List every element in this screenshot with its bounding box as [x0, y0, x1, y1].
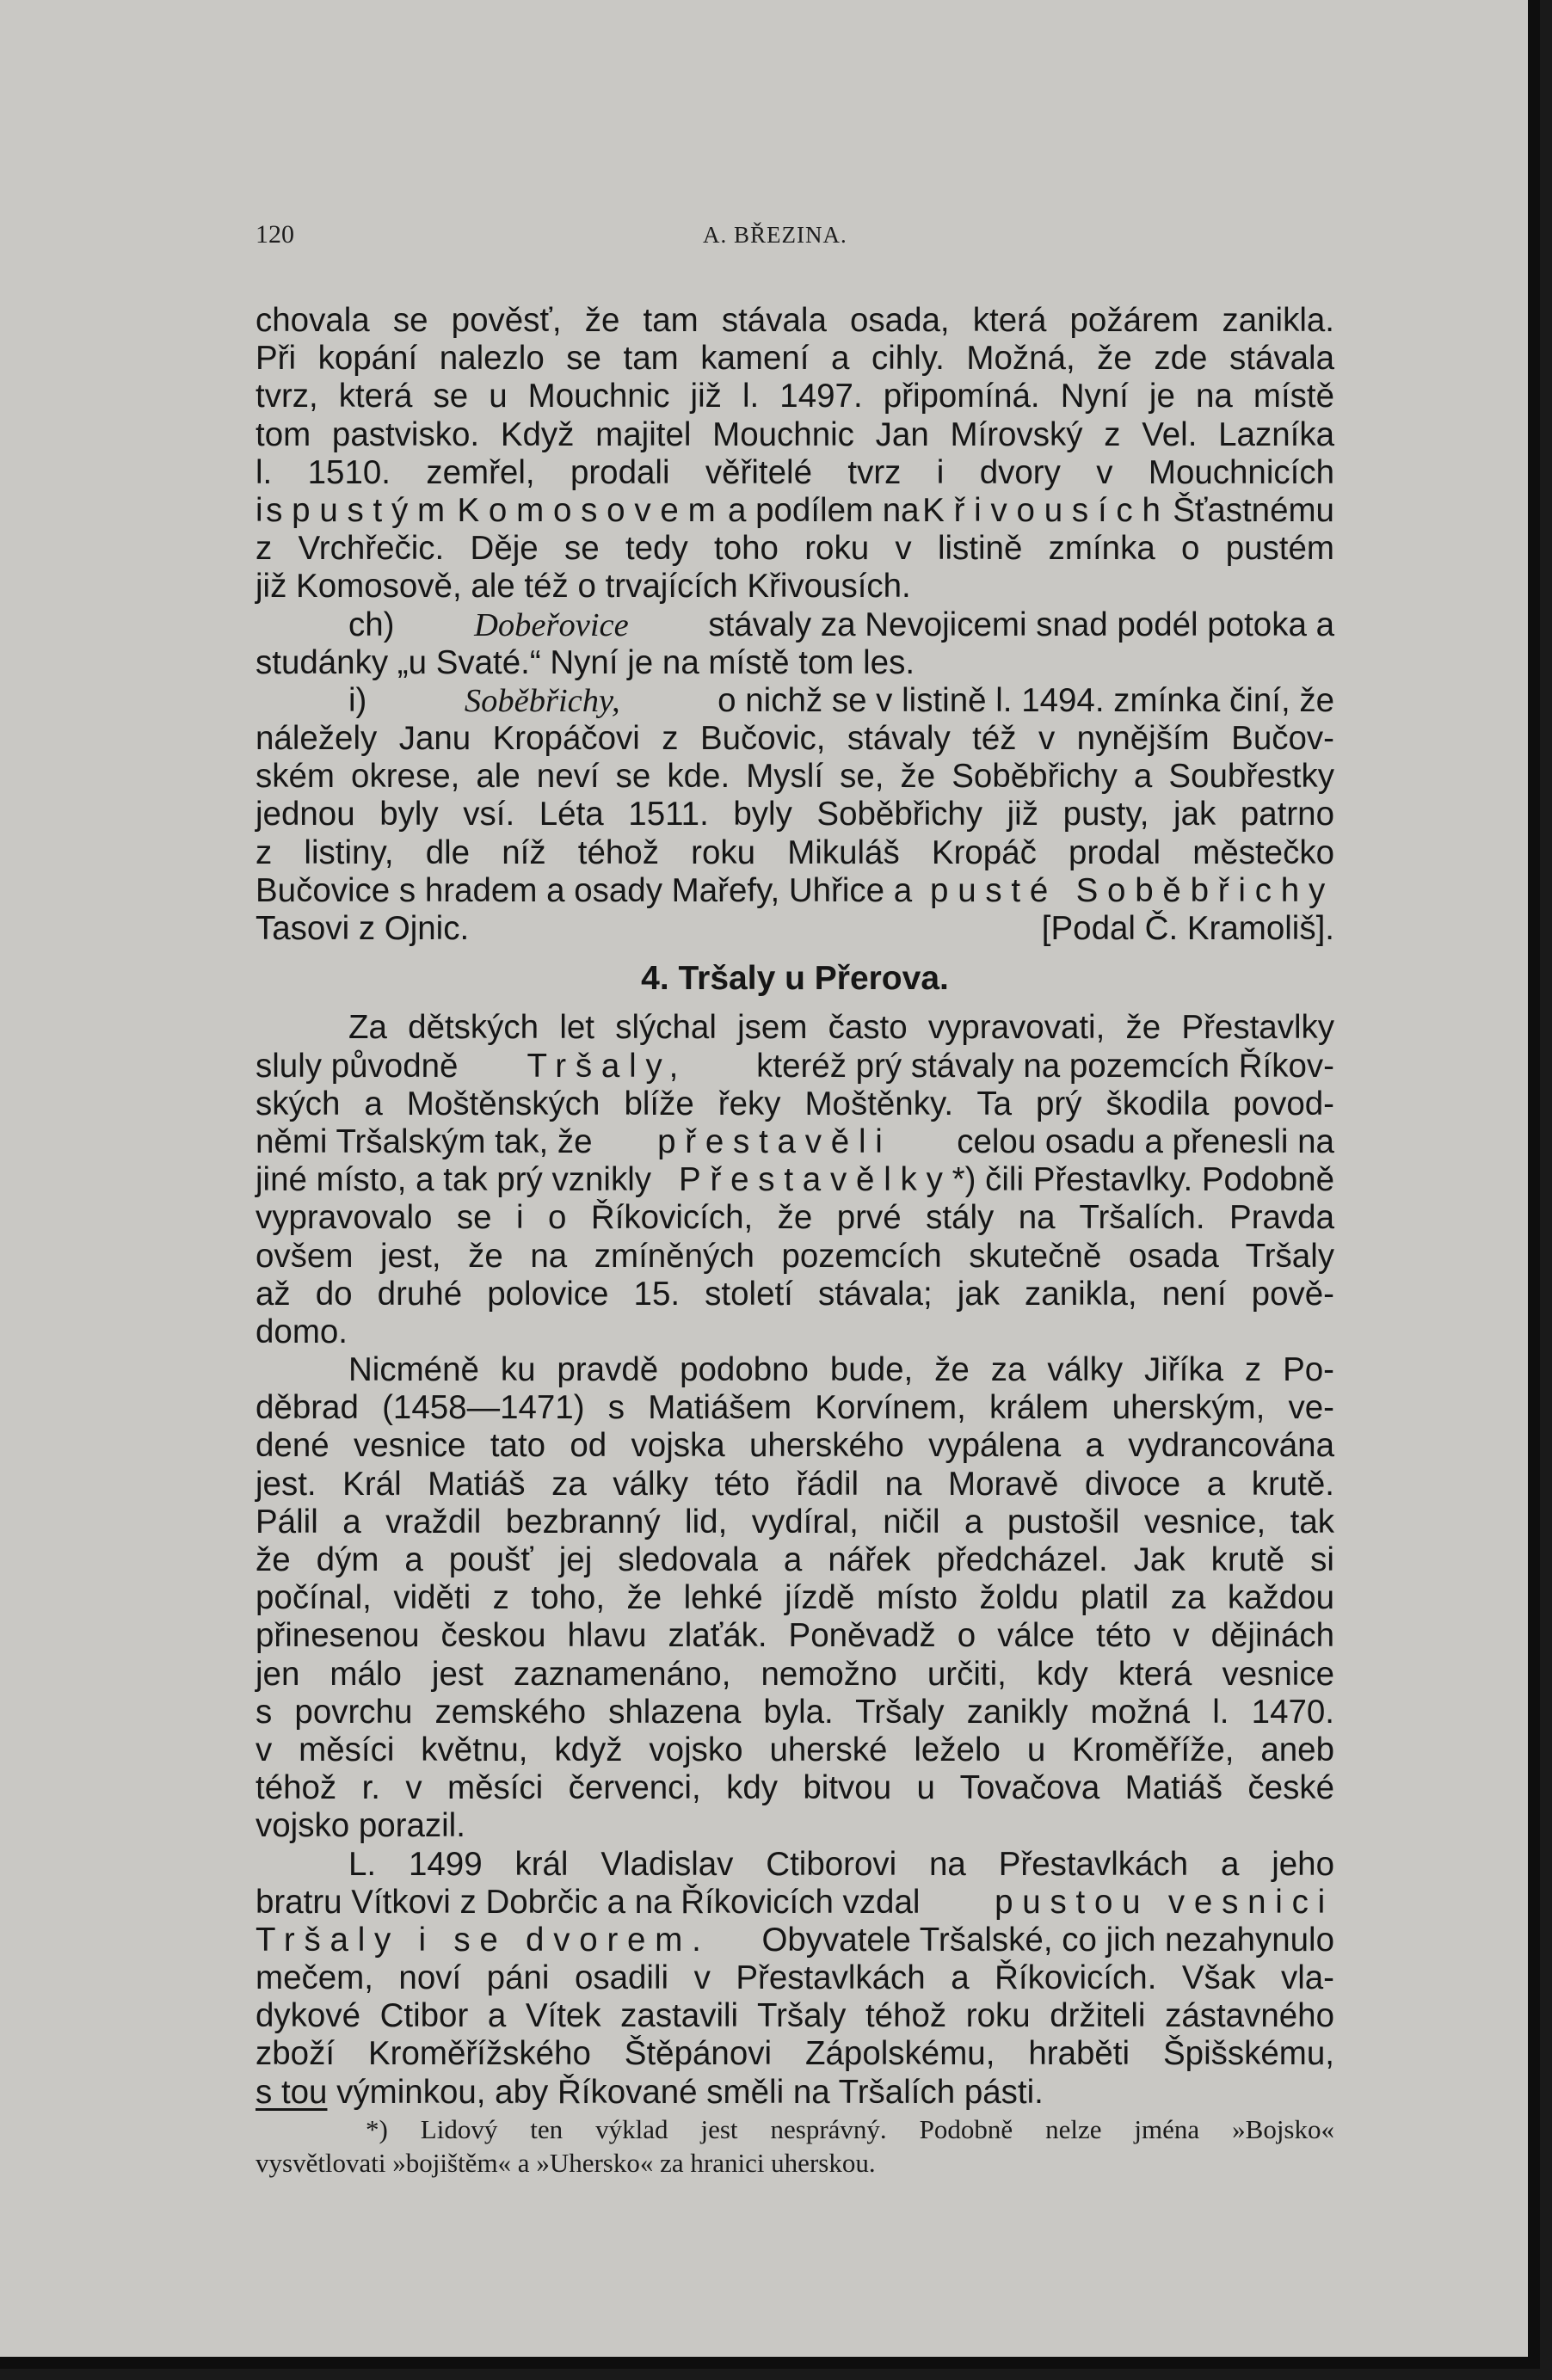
text-fragment: Tasovi z Ojnic. [256, 910, 470, 947]
text-fragment: i [256, 491, 263, 529]
text-line: L. 1499 král Vladislav Ctiborovi na Přestavlkách a jeho [348, 1845, 1334, 1883]
spaced-text: Přestavělky [679, 1161, 952, 1199]
text-line: jednou byly vsí. Léta 1511. byly Soběbřichy již pusty, jak patrno [256, 796, 1334, 833]
entry-label: ch) [348, 606, 395, 643]
text-line: přinesenou českou hlavu zlaťák. Poněvadž o válce této v dějinách [256, 1617, 1334, 1655]
text-line: jest. Král Matiáš za války této řádil na Moravě divoce a krutě. [256, 1465, 1334, 1503]
signoff-line [256, 910, 1334, 948]
text-line: že dým a poušť jej sledovala a nářek předcházel. Jak krutě si [256, 1541, 1334, 1578]
text-line [256, 1922, 1334, 1959]
text-line [256, 2074, 1334, 2112]
text-line [256, 492, 1334, 530]
text-fragment: výminkou, aby Říkované směli na Tršalích pásti. [336, 2073, 1044, 2111]
body-text [256, 302, 1334, 2112]
spaced-text: pustou vesnici [995, 1883, 1334, 1921]
text-line: ských a Moštěnských blíže řeky Moštěnky. Ta prý škodila povod- [256, 1085, 1334, 1122]
entry-name: Soběbřichy, [464, 682, 620, 719]
footnote-line: vysvětlovati »bojištěm« a »Uhersko« za hranici uherskou. [256, 2148, 876, 2178]
text-fragment: a podílem na [727, 491, 920, 529]
spaced-text: přestavěli [657, 1122, 892, 1160]
text-line: Za dětských let slýchal jsem často vypravovati, že Přestavlky [348, 1009, 1334, 1047]
text-line [256, 1048, 1334, 1085]
section-heading: 4. Tršaly u Přerova. [641, 960, 949, 998]
text-line: jen málo jest zaznamenáno, nemožno určiti, kdy která vesnice [256, 1655, 1334, 1693]
spaced-text: Křivousích [922, 491, 1170, 529]
contributor-credit: [Podal Č. Kramoliš]. [1041, 910, 1334, 947]
text-line [256, 1161, 1334, 1199]
text-line: až do druhé polovice 15. století stávala; jak zanikla, není pově- [256, 1275, 1334, 1313]
text-line: Při kopání nalezlo se tam kamení a cihly. Možná, že zde stávala [256, 340, 1334, 378]
text-fragment: o nichž se v listině l. 1494. zmínka činí, že [717, 681, 1334, 719]
text-line [256, 1123, 1334, 1161]
spaced-text: pusté Soběbřichy [930, 871, 1334, 909]
text-line: dené vesnice tato od vojska uherského vypálena a vydrancována [256, 1427, 1334, 1465]
spaced-text: Komosovem [457, 491, 725, 529]
footnote [256, 2112, 1334, 2180]
entry-ch [256, 606, 1334, 644]
underlined-text: s tou [256, 2073, 328, 2111]
text-line: děbrad (1458—1471) s Matiášem Korvínem, králem uherským, ve- [256, 1389, 1334, 1427]
page-number: 120 [256, 220, 294, 249]
text-line: v měsíci květnu, když vojsko uherské leželo u Kroměříže, aneb [256, 1731, 1334, 1768]
text-fragment: bratru Vítkovi z Dobrčic a na Říkovicích vzdal [256, 1883, 921, 1921]
text-fragment: Obyvatele Tršalské, co jich nezahynulo [761, 1921, 1334, 1959]
text-line: již Komosově, ale též o trvajících Křivousích. [256, 568, 911, 606]
text-fragment: němi Tršalským tak, že [256, 1122, 593, 1160]
spaced-text: spustým [266, 491, 454, 529]
text-line [256, 872, 1334, 910]
text-fragment: kteréž prý stávaly na pozemcích Říkov- [756, 1047, 1334, 1085]
text-line: ovšem jest, že na zmíněných pozemcích skutečně osada Tršaly [256, 1237, 1334, 1275]
text-line: Pálil a vraždil bezbranný lid, vydíral, ničil a pustošil vesnice, tak [256, 1503, 1334, 1541]
text-line: vypravovalo se i o Říkovicích, že prvé stály na Tršalích. Pravda [256, 1199, 1334, 1237]
text-line: l. 1510. zemřel, prodali věřitelé tvrz i dvory v Mouchnicích [256, 453, 1334, 491]
text-line: vojsko porazil. [256, 1807, 465, 1845]
running-head: A. BŘEZINA. [703, 222, 847, 248]
text-fragment: Bučovice s hradem a osady Mařefy, Uhřice a [256, 871, 913, 909]
text-line: studánky „u Svaté.“ Nyní je na místě tom les. [256, 643, 915, 681]
text-line: ském okrese, ale neví se kde. Myslí se, že Soběbřichy a Soubřestky [256, 758, 1334, 796]
text-fragment: celou osadu a přenesli na [957, 1122, 1334, 1160]
text-line: z Vrchřečic. Děje se tedy toho roku v listině zmínka o pustém [256, 530, 1334, 568]
text-line: tvrz, která se u Mouchnic již l. 1497. připomíná. Nyní je na místě [256, 378, 1334, 415]
text-line: téhož r. v měsíci červenci, kdy bitvou u Tovačova Matiáš české [256, 1769, 1334, 1807]
text-line: Nicméně ku pravdě podobno bude, že za války Jiříka z Po- [348, 1351, 1334, 1389]
text-line: dykové Ctibor a Vítek zastavili Tršaly téhož roku držiteli zástavného [256, 1997, 1334, 2035]
spaced-text: Tršaly i se dvorem. [256, 1921, 711, 1959]
text-fragment: stávaly za Nevojicemi snad podél potoka a [708, 606, 1334, 643]
text-line: zboží Kroměřížského Štěpánovi Zápolskému, hraběti Špišskému, [256, 2035, 1334, 2073]
page-header [256, 215, 1334, 258]
text-line: tom pastvisko. Když majitel Mouchnic Jan Mírovský z Vel. Lazníka [256, 415, 1334, 453]
text-line: náležely Janu Kropáčovi z Bučovic, stávaly též v nynějším Bučov- [256, 720, 1334, 758]
entry-name: Dobeřovice [474, 606, 629, 643]
text-line: mečem, noví páni osadili v Přestavlkách a Říkovicích. Však vla- [256, 1959, 1334, 1997]
text-line: s povrchu zemského shlazena byla. Tršaly zanikly možná l. 1470. [256, 1693, 1334, 1731]
text-fragment: jiné místo, a tak prý vznikly [256, 1161, 652, 1199]
text-line: chovala se pověsť, že tam stávala osada, která požárem zanikla. [256, 302, 1334, 339]
footnote-line: *) Lidový ten výklad jest nesprávný. Podobně nelze jména »Bojsko« [366, 2114, 1334, 2144]
entry-label: i) [348, 681, 367, 719]
text-fragment: sluly původně [256, 1047, 459, 1085]
text-fragment: Šťastnému [1173, 491, 1334, 529]
footnote-ref-text: *) čili Přestavlky. Podobně [952, 1161, 1334, 1199]
spaced-text: Tršaly, [527, 1047, 688, 1085]
text-line: počínal, viděti z toho, že lehké jízdě místo žoldu platil za každou [256, 1579, 1334, 1617]
text-line [256, 1884, 1334, 1922]
text-line: z listiny, dle níž téhož roku Mikuláš Kropáč prodal městečko [256, 833, 1334, 871]
entry-i [256, 682, 1334, 720]
text-line: domo. [256, 1313, 348, 1350]
